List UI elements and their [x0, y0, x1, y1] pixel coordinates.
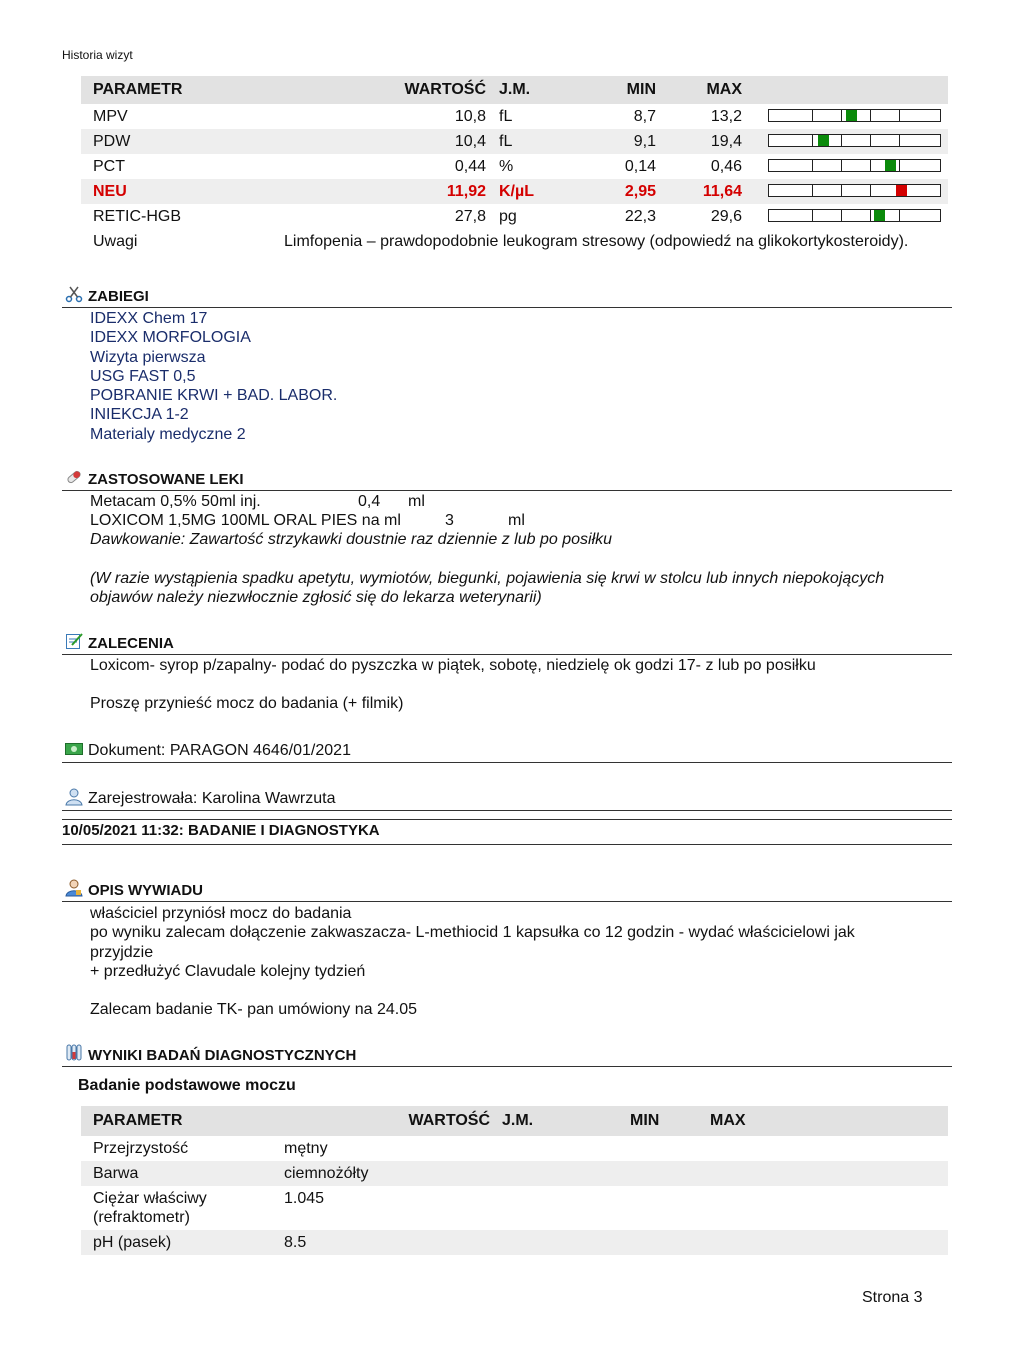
- interview-line: [90, 981, 855, 1000]
- notes-label: Uwagi: [93, 233, 138, 250]
- section-wyniki: [62, 1042, 952, 1067]
- row-min: 0,14: [624, 158, 656, 175]
- row-value: 10,8: [454, 108, 486, 125]
- range-divider: [870, 210, 871, 221]
- range-bar: [768, 134, 941, 147]
- row-param: Przejrzystość: [93, 1140, 189, 1157]
- user-icon: [65, 788, 83, 806]
- range-divider: [841, 110, 842, 121]
- range-divider: [899, 110, 900, 121]
- interview-line: właściciel przyniósł mocz do badania: [90, 905, 352, 922]
- doctor-icon: [65, 879, 83, 897]
- recommendation-text: Proszę przynieść mocz do badania (+ filmik): [90, 695, 404, 712]
- range-divider: [870, 110, 871, 121]
- header-min: MIN: [626, 81, 656, 98]
- money-icon: [63, 740, 85, 758]
- page-number: Strona 3: [862, 1289, 923, 1306]
- row-value: mętny: [284, 1140, 328, 1157]
- range-marker: [896, 185, 907, 196]
- range-bar: [768, 184, 941, 197]
- row-value: 1.045: [284, 1190, 325, 1207]
- range-divider: [812, 185, 813, 196]
- row-min: 8,7: [633, 108, 656, 125]
- row-param: RETIC-HGB: [93, 208, 181, 225]
- table-row: [81, 1161, 948, 1186]
- page-header: Historia wizyt: [62, 48, 133, 62]
- row-param: PDW: [93, 133, 131, 150]
- range-marker: [885, 160, 896, 171]
- range-divider: [812, 210, 813, 221]
- section-registered-by: [62, 786, 952, 811]
- header-param: PARAMETR: [93, 81, 183, 98]
- section-zalecenia: [62, 630, 952, 655]
- row-param: PCT: [93, 158, 125, 175]
- range-marker: [874, 210, 885, 221]
- pill-icon: [65, 468, 83, 486]
- row-min: 9,1: [633, 133, 656, 150]
- notes-text: Limfopenia – prawdopodobnie leukogram stresowy (odpowiedź na glikokortykosteroidy).: [284, 233, 909, 250]
- range-divider: [870, 135, 871, 146]
- range-marker: [846, 110, 857, 121]
- list-item: POBRANIE KRWI + BAD. LABOR.: [90, 387, 338, 405]
- recommendation-text: Loxicom- syrop p/zapalny- podać do pyszczka w piątek, sobotę, niedzielę ok godzi 17- z lub po posiłku: [90, 657, 816, 674]
- section-leki: [62, 466, 952, 491]
- header-max: MAX: [710, 1112, 746, 1129]
- document-text: Dokument: PARAGON 4646/01/2021: [88, 742, 351, 759]
- blood-results-table: [81, 76, 948, 254]
- scissors-icon: [65, 285, 83, 303]
- header-unit: J.M.: [502, 1112, 534, 1129]
- range-divider: [841, 210, 842, 221]
- table-row: [81, 179, 948, 204]
- notes-row: [81, 229, 948, 254]
- section-dokument: [62, 738, 952, 763]
- range-divider: [899, 160, 900, 171]
- range-divider: [870, 160, 871, 171]
- warning-text: (W razie wystąpienia spadku apetytu, wymiotów, biegunki, pojawienia się krwi w stolcu lub innych niepokojących: [90, 570, 885, 587]
- row-unit: pg: [499, 208, 517, 225]
- section-title: ZASTOSOWANE LEKI: [88, 471, 244, 488]
- row-max: 11,64: [702, 183, 742, 200]
- interview-line: przyjdzie: [90, 943, 154, 961]
- list-item: Materialy medyczne 2: [90, 425, 246, 443]
- row-value: 27,8: [454, 208, 486, 225]
- drug-qty: 0,4: [358, 493, 381, 510]
- list-item: USG FAST 0,5: [90, 367, 196, 385]
- table-row: [81, 1230, 948, 1255]
- section-title: WYNIKI BADAŃ DIAGNOSTYCZNYCH: [88, 1047, 357, 1064]
- range-divider: [899, 210, 900, 221]
- drug-name: LOXICOM 1,5MG 100ML ORAL PIES na ml: [90, 512, 401, 529]
- range-divider: [812, 110, 813, 121]
- row-value: 0,44: [454, 158, 486, 175]
- range-divider: [870, 185, 871, 196]
- row-value: 11,92: [446, 183, 486, 200]
- range-bar: [768, 109, 941, 122]
- interview-line: po wyniku zalecam dołączenie zakwaszacza- L-methiocid 1 kapsułka co 12 godzin - wydać właścicielowi jak: [90, 924, 855, 942]
- list-item: IDEXX Chem 17: [90, 310, 208, 327]
- row-param-sub: (refraktometr): [93, 1209, 190, 1226]
- row-max: 19,4: [710, 133, 742, 150]
- range-divider: [899, 135, 900, 146]
- interview-text: [90, 904, 855, 1020]
- visit-header: 10/05/2021 11:32: BADANIE I DIAGNOSTYKA: [62, 822, 380, 839]
- header-unit: J.M.: [499, 81, 531, 98]
- table-row: [81, 1136, 948, 1161]
- row-max: 0,46: [710, 158, 742, 175]
- registered-by-text: Zarejestrowała: Karolina Wawrzuta: [88, 790, 336, 807]
- row-value: 8.5: [284, 1234, 307, 1251]
- row-param: Barwa: [93, 1165, 139, 1182]
- medications-block: [90, 493, 950, 613]
- range-divider: [841, 160, 842, 171]
- row-value: 10,4: [454, 133, 486, 150]
- row-unit: fL: [499, 133, 513, 150]
- range-bar: [768, 159, 941, 172]
- header-value: WARTOŚĆ: [404, 81, 486, 98]
- header-min: MIN: [630, 1112, 660, 1129]
- table-row: [81, 104, 948, 129]
- row-value: ciemnożółty: [284, 1165, 369, 1182]
- table-header-row: [81, 76, 948, 104]
- table-header-row: [81, 1106, 948, 1136]
- row-param: NEU: [93, 183, 127, 200]
- list-item: INIEKCJA 1-2: [90, 406, 189, 424]
- range-divider: [812, 160, 813, 171]
- header-value: WARTOŚĆ: [408, 1112, 490, 1129]
- table-row: [81, 154, 948, 179]
- header-max: MAX: [706, 81, 742, 98]
- table-row: [81, 129, 948, 154]
- drug-qty: 3: [445, 512, 454, 529]
- section-title: OPIS WYWIADU: [88, 882, 203, 899]
- drug-unit: ml: [508, 512, 525, 529]
- urine-results-table: [81, 1106, 948, 1255]
- list-item: IDEXX MORFOLOGIA: [90, 329, 251, 347]
- row-min: 2,95: [624, 183, 656, 200]
- row-unit: fL: [499, 108, 513, 125]
- section-zabiegi: [62, 283, 952, 308]
- range-divider: [841, 135, 842, 146]
- row-param: MPV: [93, 108, 128, 125]
- row-unit: K/µL: [499, 183, 534, 200]
- procedures-list: [90, 309, 337, 444]
- range-divider: [812, 135, 813, 146]
- header-param: PARAMETR: [93, 1112, 183, 1129]
- row-unit: %: [499, 158, 514, 175]
- divider: [62, 819, 952, 820]
- row-param: Ciężar właściwy: [93, 1190, 207, 1207]
- drug-name: Metacam 0,5% 50ml inj.: [90, 493, 261, 510]
- warning-text: objawów należy niezwłocznie zgłosić się do lekarza weterynarii): [90, 589, 542, 606]
- test-tubes-icon: [65, 1044, 83, 1062]
- row-max: 29,6: [710, 208, 742, 225]
- drug-unit: ml: [408, 493, 425, 510]
- range-marker: [818, 135, 829, 146]
- table-row: [81, 1186, 948, 1230]
- section-title: ZALECENIA: [88, 635, 174, 652]
- notepad-icon: [65, 632, 83, 650]
- range-bar: [768, 209, 941, 222]
- dosage-text: Dawkowanie: Zawartość strzykawki doustnie raz dziennie z lub po posiłku: [90, 531, 613, 548]
- interview-line: + przedłużyć Clavudale kolejny tydzień: [90, 962, 366, 980]
- interview-line: Zalecam badanie TK- pan umówiony na 24.05: [90, 1001, 418, 1019]
- section-wywiad: [62, 877, 952, 902]
- results-subtitle: Badanie podstawowe moczu: [78, 1077, 296, 1094]
- table-row: [81, 204, 948, 229]
- divider: [62, 844, 952, 845]
- range-divider: [841, 185, 842, 196]
- section-title: ZABIEGI: [88, 288, 149, 305]
- list-item: Wizyta pierwsza: [90, 348, 206, 366]
- row-min: 22,3: [624, 208, 656, 225]
- row-param: pH (pasek): [93, 1234, 172, 1251]
- row-max: 13,2: [710, 108, 742, 125]
